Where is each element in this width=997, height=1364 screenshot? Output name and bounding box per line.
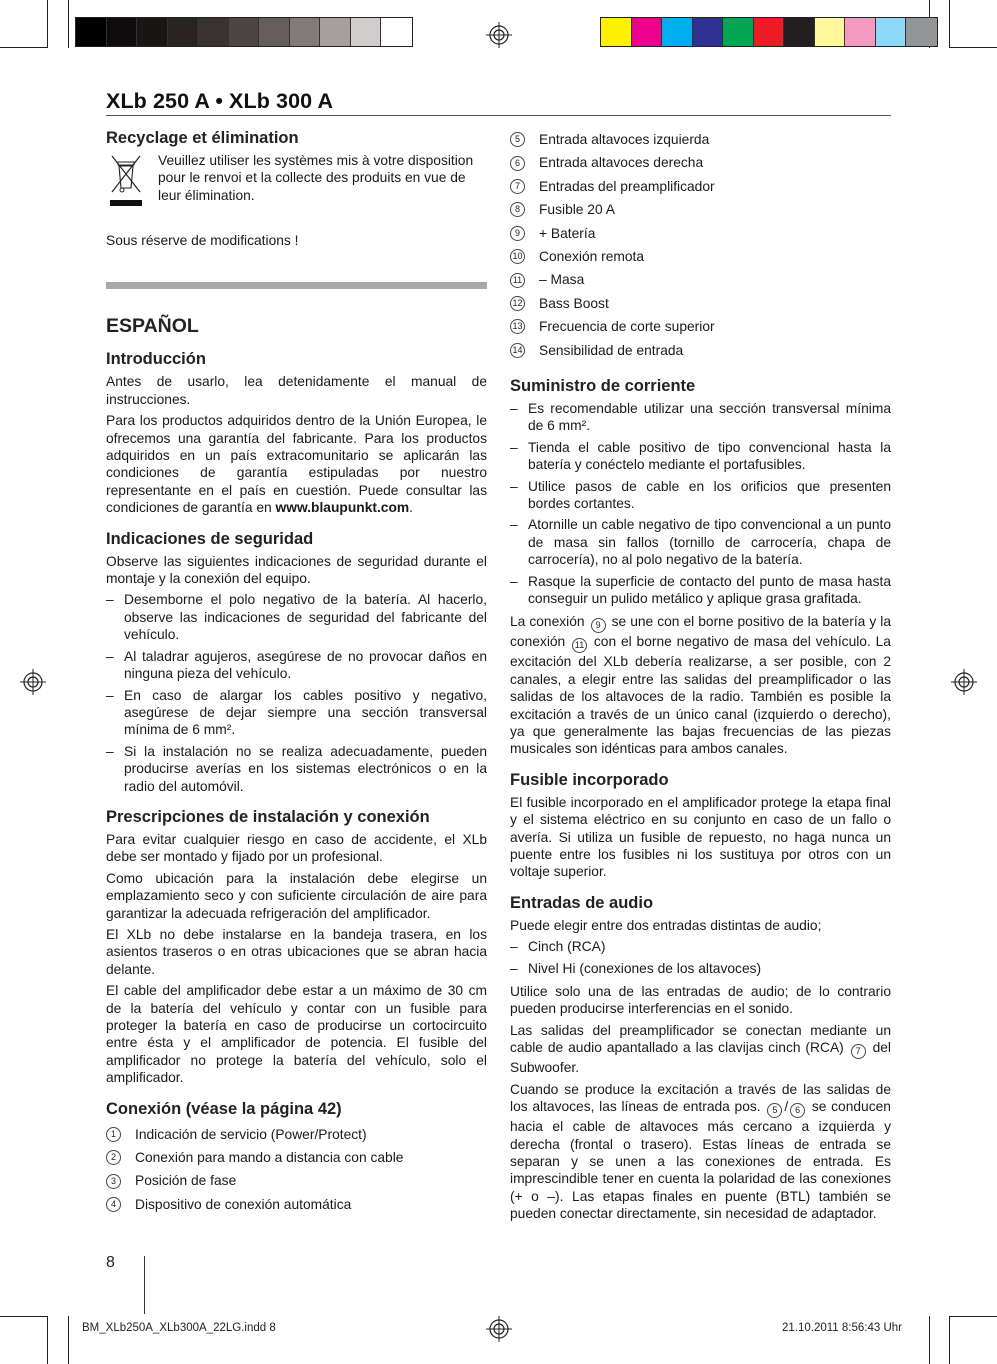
list-item (106, 1169, 487, 1192)
crop-mark (949, 47, 997, 48)
text-segment: Cuando se produce la excitación a través de las salidas de los altavoces, las líneas de entrada pos. (510, 1081, 891, 1115)
connection-list (106, 1123, 487, 1217)
list-item-label: Fusible 20 A (539, 202, 615, 218)
left-column (106, 128, 487, 1216)
intro-heading: Introducción (106, 350, 206, 369)
audio-intro: Puede elegir entre dos entradas distintas de audio; (510, 917, 822, 933)
list-item-label: Sensibilidad de entrada (539, 342, 684, 358)
intro-paragraph: Antes de usarlo, lea detenidamente el manual de instrucciones. (106, 374, 487, 407)
list-item-label: Entrada altavoces izquierda (539, 131, 710, 147)
list-item: – Nivel Hi (conexiones de los altavoces) (510, 960, 891, 977)
list-item-label: Bass Boost (539, 295, 609, 311)
text-segment: / (784, 1099, 789, 1115)
right-column (510, 128, 891, 1227)
cmyk-color-bar (600, 17, 938, 47)
crop-mark (949, 1316, 950, 1364)
list-item (510, 175, 891, 198)
crop-mark (0, 1316, 48, 1317)
number-badge: 6 (510, 156, 525, 171)
color-swatch (229, 18, 260, 46)
language-heading: ESPAÑOL (106, 315, 199, 338)
number-badge: 5 (767, 1103, 782, 1118)
section-divider (106, 282, 487, 289)
audio-list (510, 938, 891, 977)
list-item-label: Conexión para mando a distancia con cable (135, 1150, 404, 1165)
crossed-bin-icon (106, 152, 158, 218)
power-heading: Suministro de corriente (510, 376, 696, 395)
list-item (106, 1193, 487, 1216)
list-item: – Tienda el cable positivo de tipo convencional hasta la batería y conéctelo mediante el portafusibles. (510, 439, 891, 474)
list-item (510, 128, 891, 151)
number-badge: 9 (510, 226, 525, 241)
list-item (106, 1123, 487, 1146)
warranty-end: . (409, 500, 414, 516)
safety-heading: Indicaciones de seguridad (106, 529, 314, 548)
number-badge: 8 (510, 202, 525, 217)
page-number: 8 (106, 1254, 115, 1271)
install-paragraph: El XLb no debe instalarse en la bandeja trasera, en los asientos traseros o en otras ubicaciones que se abran hacia delante. (106, 926, 487, 977)
list-item (510, 198, 891, 221)
color-swatch (259, 18, 290, 46)
safety-intro: Observe las siguientes indicaciones de seguridad durante el montaje y la conexión del equipo. (106, 553, 487, 587)
safety-list (106, 591, 487, 794)
list-item-label: Frecuencia de corte superior (539, 319, 715, 335)
color-swatch (76, 18, 107, 46)
color-swatch (815, 18, 846, 46)
color-swatch (168, 18, 199, 46)
fuse-paragraph: El fusible incorporado en el amplificador protege la etapa final y el sistema eléctrico en su conjunto en caso de un fallo o avería. Si utiliza un fusible de repuesto, no haga nunca un puente entre los fusibles ni los sustituya por otros con un voltaje superior. (510, 794, 891, 880)
list-item-label: Posición de fase (135, 1173, 237, 1189)
fuse-heading: Fusible incorporado (510, 770, 669, 789)
install-paragraph: Como ubicación para la instalación debe elegirse un emplazamiento seco y con suficiente circulación de aire para garantizar la adecuada refrigeración del amplificador. (106, 870, 487, 921)
list-item (510, 151, 891, 174)
number-badge: 11 (510, 273, 525, 288)
audio-paragraph (510, 1022, 891, 1077)
install-heading: Prescripciones de instalación y conexión (106, 807, 430, 826)
color-swatch (906, 18, 937, 46)
crop-mark (68, 1316, 69, 1364)
color-swatch (198, 18, 229, 46)
color-swatch (723, 18, 754, 46)
color-swatch (290, 18, 321, 46)
list-item (510, 222, 891, 245)
list-item (510, 268, 891, 291)
text-segment: se conducen hacia el cable de altavoces más cercano a izquierda y derecha (frontal o trasero). Estas líneas de entrada se separan y se unen a las conexiones de entrada. Es imprescindible tener en cuenta la polaridad de las conexiones (+ o –). Las etapas finales en puente (BTL) también se pueden conectar directamente, sin necesidad de adaptador. (510, 1099, 891, 1222)
connection-list-continued (510, 128, 891, 362)
power-paragraph (510, 613, 891, 757)
color-swatch (662, 18, 693, 46)
crop-mark (949, 0, 950, 48)
recycle-heading: Recyclage et élimination (106, 129, 299, 147)
list-item: – Cinch (RCA) (510, 938, 891, 955)
warranty-text: Para los productos adquiridos dentro de la Unión Europea, le ofrecemos una garantía del fabricante. Para los productos adquiridos en un país extracomunitario se aplicarán las condiciones de garantía estipuladas por nuestro representante en el país en cuestión. Puede consultar las condiciones de garantía en (106, 413, 487, 516)
color-swatch (351, 18, 382, 46)
color-swatch (137, 18, 168, 46)
install-paragraph: Para evitar cualquier riesgo en caso de accidente, el XLb debe ser montado y fijado por un profesional. (106, 831, 487, 865)
text-segment: Las salidas del preamplificador se conectan mediante un cable de audio apantallado a las clavijas cinch (RCA) (510, 1022, 891, 1056)
text-segment: se une con el borne positivo de la batería y la conexión (510, 614, 891, 650)
color-swatch (754, 18, 785, 46)
page-number-rule (144, 1256, 145, 1314)
list-item: – Al taladrar agujeros, asegúrese de no provocar daños en ninguna pieza del vehículo. (106, 648, 487, 683)
connection-heading: Conexión (véase la página 42) (106, 1099, 342, 1118)
number-badge: 4 (106, 1197, 121, 1212)
crop-mark (0, 47, 48, 48)
list-item-label: + Batería (539, 225, 596, 241)
number-badge: 10 (510, 249, 525, 264)
crop-mark (47, 0, 48, 48)
audio-heading: Entradas de audio (510, 893, 654, 912)
color-swatch (107, 18, 138, 46)
list-item: – Es recomendable utilizar una sección transversal mínima de 6 mm². (510, 400, 891, 435)
color-swatch (845, 18, 876, 46)
color-swatch (693, 18, 724, 46)
list-item: – Atornille un cable negativo de tipo convencional a un punto de masa sin fallos (tornillo de carrocería, chapa de carrocería), no al polo negativo de la batería. (510, 516, 891, 568)
registration-mark-icon (951, 669, 977, 695)
list-item: – En caso de alargar los cables positivo y negativo, asegúrese de dejar siempre una sección transversal mínima de 6 mm². (106, 687, 487, 739)
intro-warranty-paragraph (106, 412, 487, 516)
list-item: – Utilice pasos de cable en los orificios que presenten bordes cortantes. (510, 478, 891, 513)
reserve-text: Sous réserve de modifications ! (106, 233, 299, 248)
text-segment: con el borne negativo de masa del vehículo. La excitación del XLb debería realizarse, a ser posible, con 2 canales, a elegir entre las salidas del preamplificador o las salidas de los altavoces de la radio. También es posible la excitación a través de un único canal (izquierdo o derecho), ya que generalmente las bajas frecuencias de las piezas musicales son idénticas para ambos canales. (510, 634, 891, 757)
number-badge: 2 (106, 1150, 121, 1165)
text-segment: del Subwoofer. (510, 1040, 891, 1076)
list-item: – Desemborne el polo negativo de la batería. Al hacerlo, observe las indicaciones de seguridad del fabricante del vehículo. (106, 591, 487, 643)
color-swatch (381, 18, 412, 46)
registration-mark-icon (486, 1316, 512, 1342)
list-item (510, 245, 891, 268)
registration-mark-icon (20, 669, 46, 695)
crop-mark (949, 1316, 997, 1317)
number-badge: 9 (591, 618, 606, 633)
list-item-label: – Masa (539, 272, 585, 288)
number-badge: 12 (510, 296, 525, 311)
list-item-label: Entradas del preamplificador (539, 178, 715, 194)
color-swatch (320, 18, 351, 46)
color-swatch (601, 18, 632, 46)
list-item-label: Dispositivo de conexión automática (135, 1196, 352, 1212)
number-badge: 5 (510, 132, 525, 147)
list-item (510, 292, 891, 315)
number-badge: 14 (510, 343, 525, 358)
list-item: – Si la instalación no se realiza adecuadamente, pueden producirse averías en los sistemas electrónicos o en la radio del automóvil. (106, 743, 487, 795)
recycle-block (106, 152, 487, 218)
color-swatch (784, 18, 815, 46)
list-item (106, 1146, 487, 1169)
power-list (510, 400, 891, 607)
number-badge: 7 (851, 1044, 866, 1059)
number-badge: 1 (106, 1127, 121, 1142)
list-item (510, 339, 891, 362)
number-badge: 3 (106, 1174, 121, 1189)
title-divider (106, 115, 891, 116)
file-slug: BM_XLb250A_XLb300A_22LG.indd 8 (82, 1322, 276, 1334)
crop-mark (68, 0, 69, 48)
recycle-text: Veuillez utiliser les systèmes mis à votre disposition pour le renvoi et la collecte des produits en vue de leur élimination. (158, 153, 474, 203)
number-badge: 6 (790, 1103, 805, 1118)
list-item-label: Entrada altavoces derecha (539, 155, 704, 171)
gray-color-bar (75, 17, 413, 47)
number-badge: 13 (510, 319, 525, 334)
install-paragraph: El cable del amplificador debe estar a un máximo de 30 cm de la batería del vehículo y contar con un fusible para proteger la batería en caso de producirse un cortocircuito entre ésta y el amplificador de potencia. El fusible del amplificador no protege la batería del vehículo, solo el amplificador. (106, 983, 487, 1086)
text-segment: La conexión (510, 614, 585, 630)
document-title: XLb 250 A • XLb 300 A (106, 89, 334, 113)
number-badge: 11 (572, 638, 587, 653)
list-item: – Rasque la superficie de contacto del punto de masa hasta conseguir un pulido metálico y aplique grasa grafitada. (510, 573, 891, 608)
crop-mark (929, 1316, 930, 1364)
color-swatch (876, 18, 907, 46)
number-badge: 7 (510, 179, 525, 194)
list-item-label: Indicación de servicio (Power/Protect) (135, 1126, 367, 1142)
list-item-label: Conexión remota (539, 248, 645, 264)
audio-paragraph (510, 1081, 891, 1223)
file-date: 21.10.2011 8:56:43 Uhr (782, 1322, 902, 1334)
blaupunkt-link[interactable]: www.blaupunkt.com (275, 500, 410, 516)
registration-mark-icon (486, 22, 512, 48)
audio-paragraph: Utilice solo una de las entradas de audio; de lo contrario pueden producirse interferencias en el sonido. (510, 984, 891, 1017)
list-item (510, 315, 891, 338)
crop-mark (47, 1316, 48, 1364)
color-swatch (632, 18, 663, 46)
